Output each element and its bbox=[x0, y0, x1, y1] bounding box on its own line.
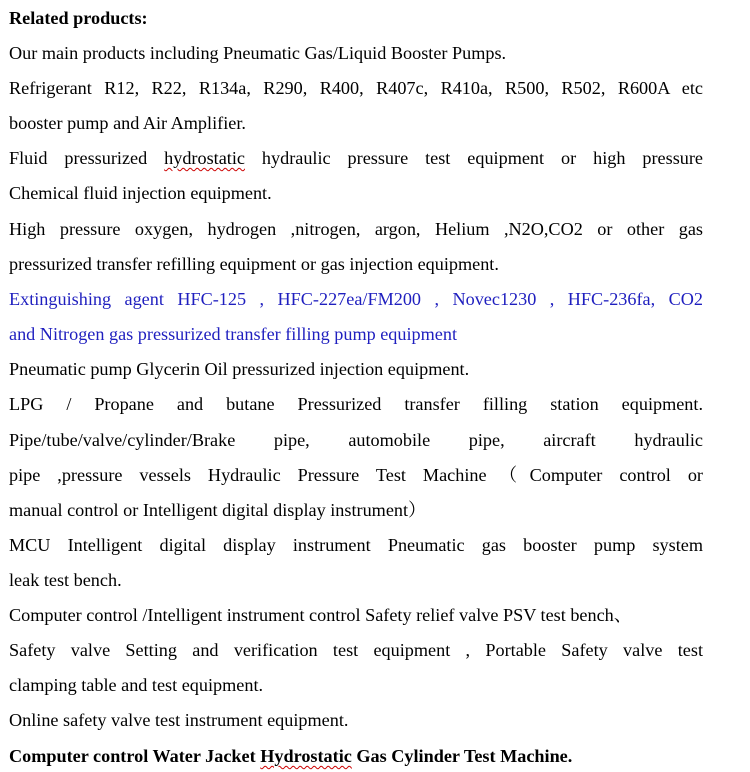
text-line: Fluid pressurized hydrostatic hydraulic pressure test equipment or high pressure bbox=[9, 148, 704, 168]
text-line: pipe ,pressure vessels Hydraulic Pressure Test Machine（Computer control or bbox=[9, 465, 703, 485]
spellcheck-word: hydrostatic bbox=[164, 148, 245, 168]
text-line: Refrigerant R12, R22, R134a, R290, R400, R407c, R410a, R500, R502, R600A etc bbox=[9, 78, 703, 98]
text-line: LPG / Propane and butane Pressurized transfer filling station equipment. bbox=[9, 394, 703, 414]
text-line: Pipe/tube/valve/cylinder/Brake pipe, automobile pipe, aircraft hydraulic bbox=[9, 430, 703, 450]
text-line: Online safety valve test instrument equipment. bbox=[9, 710, 349, 730]
text-line: booster pump and Air Amplifier. bbox=[9, 113, 246, 133]
text-line: leak test bench. bbox=[9, 570, 122, 590]
spellcheck-word: Hydrostatic bbox=[260, 746, 352, 766]
text-line: High pressure oxygen, hydrogen ,nitrogen, argon, Helium ,N2O,CO2 or other gas bbox=[9, 219, 703, 239]
highlighted-line: and Nitrogen gas pressurized transfer filling pump equipment bbox=[9, 324, 458, 344]
text-line: Computer control /Intelligent instrument control Safety relief valve PSV test bench、 bbox=[9, 605, 632, 625]
text-line: manual control or Intelligent digital display instrument） bbox=[9, 500, 427, 520]
text-line: clamping table and test equipment. bbox=[9, 675, 264, 695]
closing-line: Computer control Water Jacket Hydrostatic Gas Cylinder Test Machine. bbox=[9, 746, 573, 766]
text-line: MCU Intelligent digital display instrument Pneumatic gas booster pump system bbox=[9, 535, 703, 555]
text-line: Safety valve Setting and verification test equipment , Portable Safety valve test bbox=[9, 640, 703, 660]
highlighted-line: Extinguishing agent HFC-125 , HFC-227ea/FM200 , Novec1230 , HFC-236fa, CO2 bbox=[9, 289, 703, 309]
text-line: Chemical fluid injection equipment. bbox=[9, 183, 272, 203]
text-line: Our main products including Pneumatic Gas/Liquid Booster Pumps. bbox=[9, 43, 507, 63]
section-heading: Related products: bbox=[9, 8, 148, 28]
text-line: pressurized transfer refilling equipment or gas injection equipment. bbox=[9, 254, 499, 274]
text-line: Pneumatic pump Glycerin Oil pressurized injection equipment. bbox=[9, 359, 470, 379]
